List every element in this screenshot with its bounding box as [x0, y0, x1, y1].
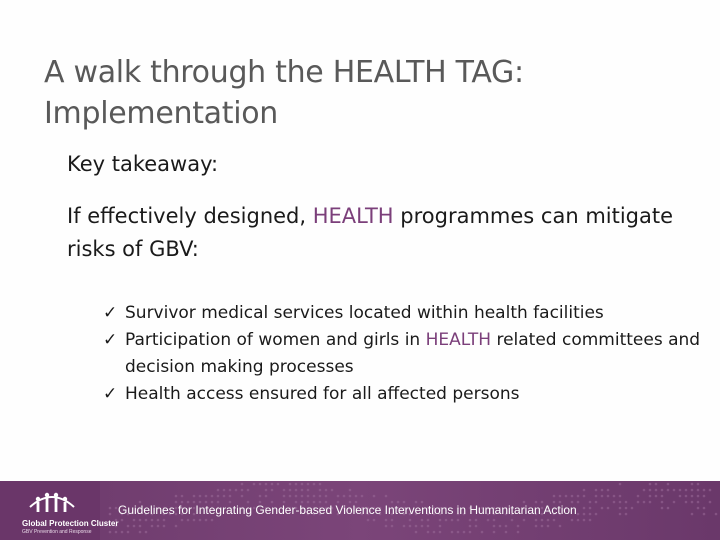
map-dot	[385, 525, 388, 528]
map-dot	[313, 495, 316, 498]
map-dot	[427, 531, 430, 534]
map-dot	[385, 495, 388, 498]
map-dot	[235, 489, 238, 492]
map-dot	[205, 519, 208, 522]
map-dot	[649, 495, 652, 498]
map-dot	[139, 531, 142, 534]
map-dot	[469, 519, 472, 522]
map-dot	[565, 495, 568, 498]
map-dot	[157, 519, 160, 522]
map-dot	[217, 495, 220, 498]
map-dot	[241, 489, 244, 492]
map-dot	[301, 489, 304, 492]
map-dot	[259, 483, 262, 486]
list-item	[103, 381, 703, 408]
map-dot	[691, 513, 694, 516]
map-dot	[697, 495, 700, 498]
map-dot	[697, 483, 700, 486]
map-dot	[295, 483, 298, 486]
title-line-2: Implementation	[44, 96, 279, 131]
map-dot	[271, 489, 274, 492]
map-dot	[541, 519, 544, 522]
map-dot	[247, 489, 250, 492]
map-dot	[709, 489, 712, 492]
map-dot	[679, 495, 682, 498]
map-dot	[373, 495, 376, 498]
map-dot	[667, 483, 670, 486]
map-dot	[661, 489, 664, 492]
map-dot	[655, 495, 658, 498]
map-dot	[577, 519, 580, 522]
map-dot	[121, 519, 124, 522]
slide-title	[44, 52, 684, 134]
map-dot	[319, 489, 322, 492]
map-dot	[703, 495, 706, 498]
map-dot	[361, 495, 364, 498]
map-dot	[151, 525, 154, 528]
map-dot	[109, 507, 112, 510]
map-dot	[385, 519, 388, 522]
map-dot	[691, 483, 694, 486]
map-dot	[193, 519, 196, 522]
map-dot	[151, 519, 154, 522]
map-dot	[313, 483, 316, 486]
bullet-text: Health access ensured for all affected persons	[125, 384, 520, 404]
map-dot	[355, 495, 358, 498]
map-dot	[643, 489, 646, 492]
map-dot	[685, 501, 688, 504]
map-dot	[175, 525, 178, 528]
bullet-list	[103, 300, 703, 408]
key-takeaway-label: Key takeaway:	[67, 152, 219, 176]
map-dot	[229, 495, 232, 498]
footer-banner	[0, 481, 720, 540]
map-dot	[319, 495, 322, 498]
map-dot	[679, 489, 682, 492]
map-dot	[415, 531, 418, 534]
map-dot	[409, 519, 412, 522]
bullet-text: Survivor medical services located within health facilities	[125, 303, 604, 323]
map-dot	[283, 489, 286, 492]
map-dot	[673, 489, 676, 492]
map-dot	[343, 495, 346, 498]
map-dot	[211, 519, 214, 522]
map-dot	[433, 531, 436, 534]
map-dot	[445, 519, 448, 522]
map-dot	[541, 525, 544, 528]
map-dot	[595, 495, 598, 498]
map-dot	[115, 531, 118, 534]
logo-name: Global Protection Cluster	[22, 519, 119, 528]
map-dot	[187, 519, 190, 522]
map-dot	[277, 483, 280, 486]
lead-suffix: programmes can mitigate risks of GBV:	[67, 204, 674, 261]
map-dot	[691, 495, 694, 498]
map-dot	[505, 531, 508, 534]
map-dot	[325, 495, 328, 498]
map-dot	[703, 507, 706, 510]
map-dot	[607, 495, 610, 498]
map-dot	[223, 495, 226, 498]
map-dot	[427, 519, 430, 522]
map-dot	[349, 495, 352, 498]
map-dot	[637, 495, 640, 498]
map-dot	[691, 489, 694, 492]
map-dot	[409, 525, 412, 528]
map-dot	[475, 525, 478, 528]
map-dot	[229, 489, 232, 492]
map-dot	[283, 495, 286, 498]
map-dot	[559, 525, 562, 528]
map-dot	[457, 519, 460, 522]
map-dot	[571, 519, 574, 522]
map-dot	[307, 483, 310, 486]
map-dot	[157, 525, 160, 528]
map-dot	[295, 495, 298, 498]
map-dot	[265, 495, 268, 498]
map-dot	[331, 489, 334, 492]
map-dot	[697, 501, 700, 504]
map-dot	[493, 531, 496, 534]
footer-caption: Guidelines for Integrating Gender-based Violence Interventions in Humanitarian Action	[118, 503, 577, 517]
map-dot	[703, 489, 706, 492]
map-dot	[319, 483, 322, 486]
map-dot	[337, 495, 340, 498]
map-dot	[577, 495, 580, 498]
map-dot	[595, 489, 598, 492]
bullet-prefix: Participation of women and girls in	[125, 330, 426, 350]
map-dot	[697, 507, 700, 510]
map-dot	[307, 495, 310, 498]
map-dot	[439, 519, 442, 522]
map-dot	[217, 489, 220, 492]
map-dot	[649, 489, 652, 492]
map-dot	[415, 525, 418, 528]
map-dot	[367, 519, 370, 522]
map-dot	[439, 525, 442, 528]
map-dot	[517, 531, 520, 534]
map-dot	[463, 531, 466, 534]
map-dot	[553, 519, 556, 522]
map-dot	[547, 519, 550, 522]
map-dot	[481, 531, 484, 534]
map-dot	[391, 519, 394, 522]
map-dot	[493, 519, 496, 522]
map-dot	[505, 525, 508, 528]
map-dot	[127, 525, 130, 528]
map-dot	[619, 495, 622, 498]
map-dot	[601, 495, 604, 498]
map-dot	[115, 507, 118, 510]
map-dot	[451, 519, 454, 522]
map-dot	[145, 519, 148, 522]
map-dot	[139, 525, 142, 528]
logo	[0, 481, 119, 540]
map-dot	[493, 525, 496, 528]
map-dot	[655, 483, 658, 486]
lead-statement	[67, 200, 687, 266]
map-dot	[607, 489, 610, 492]
lead-highlight: HEALTH	[312, 204, 394, 228]
map-dot	[619, 483, 622, 486]
list-item	[103, 327, 703, 381]
map-dot	[583, 489, 586, 492]
map-dot	[163, 519, 166, 522]
map-dot	[559, 495, 562, 498]
map-dot	[175, 495, 178, 498]
map-dot	[685, 495, 688, 498]
map-dot	[697, 489, 700, 492]
map-dot	[109, 513, 112, 516]
map-dot	[265, 489, 268, 492]
map-dot	[121, 531, 124, 534]
map-dot	[457, 531, 460, 534]
map-dot	[205, 495, 208, 498]
map-dot	[295, 489, 298, 492]
map-dot	[511, 519, 514, 522]
map-dot	[241, 495, 244, 498]
map-dot	[709, 501, 712, 504]
map-dot	[127, 531, 130, 534]
map-dot	[271, 483, 274, 486]
map-dot	[289, 489, 292, 492]
map-dot	[475, 519, 478, 522]
bullet-highlight: HEALTH	[425, 330, 492, 350]
map-dot	[199, 495, 202, 498]
map-dot	[223, 489, 226, 492]
map-dot	[523, 519, 526, 522]
map-dot	[553, 495, 556, 498]
map-dot	[571, 495, 574, 498]
map-dot	[613, 495, 616, 498]
map-dot	[301, 495, 304, 498]
map-dot	[601, 489, 604, 492]
map-dot	[547, 525, 550, 528]
map-dot	[211, 495, 214, 498]
map-dot	[667, 489, 670, 492]
map-dot	[253, 483, 256, 486]
map-dot	[391, 525, 394, 528]
lead-prefix: If effectively designed,	[67, 204, 313, 228]
map-dot	[535, 519, 538, 522]
title-line-1: A walk through the HEALTH TAG:	[44, 55, 524, 90]
map-dot	[139, 519, 142, 522]
map-dot	[655, 489, 658, 492]
map-dot	[589, 519, 592, 522]
map-dot	[403, 525, 406, 528]
map-dot	[439, 531, 442, 534]
map-dot	[373, 519, 376, 522]
list-item	[103, 300, 703, 327]
map-dot	[703, 513, 706, 516]
map-dot	[685, 489, 688, 492]
map-dot	[421, 525, 424, 528]
map-dot	[583, 519, 586, 522]
map-dot	[469, 525, 472, 528]
map-dot	[289, 495, 292, 498]
map-dot	[427, 525, 430, 528]
map-dot	[487, 519, 490, 522]
map-dot	[649, 483, 652, 486]
bullet-suffix: related committees and decision making processes	[125, 330, 701, 377]
map-dot	[301, 483, 304, 486]
map-dot	[133, 525, 136, 528]
map-dot	[517, 525, 520, 528]
map-dot	[163, 525, 166, 528]
map-dot	[583, 495, 586, 498]
map-dot	[181, 519, 184, 522]
check-icon: ✓	[103, 330, 118, 350]
map-dot	[469, 531, 472, 534]
map-dot	[349, 489, 352, 492]
map-dot	[499, 525, 502, 528]
logo-tagline: GBV Prevention and Response	[22, 529, 92, 535]
map-dot	[307, 489, 310, 492]
map-dot	[691, 501, 694, 504]
map-dot	[181, 495, 184, 498]
map-dot	[325, 489, 328, 492]
map-dot	[241, 483, 244, 486]
map-dot	[133, 519, 136, 522]
map-dot	[265, 483, 268, 486]
map-dot	[193, 495, 196, 498]
map-dot	[109, 531, 112, 534]
map-dot	[289, 483, 292, 486]
map-dot	[259, 495, 262, 498]
map-dot	[535, 525, 538, 528]
map-dot	[715, 513, 718, 516]
map-dot	[421, 519, 424, 522]
map-dot	[661, 495, 664, 498]
map-dot	[451, 531, 454, 534]
map-dot	[145, 531, 148, 534]
check-icon: ✓	[103, 384, 118, 404]
people-logo-icon	[22, 485, 82, 519]
map-dot	[199, 519, 202, 522]
check-icon: ✓	[103, 303, 118, 323]
